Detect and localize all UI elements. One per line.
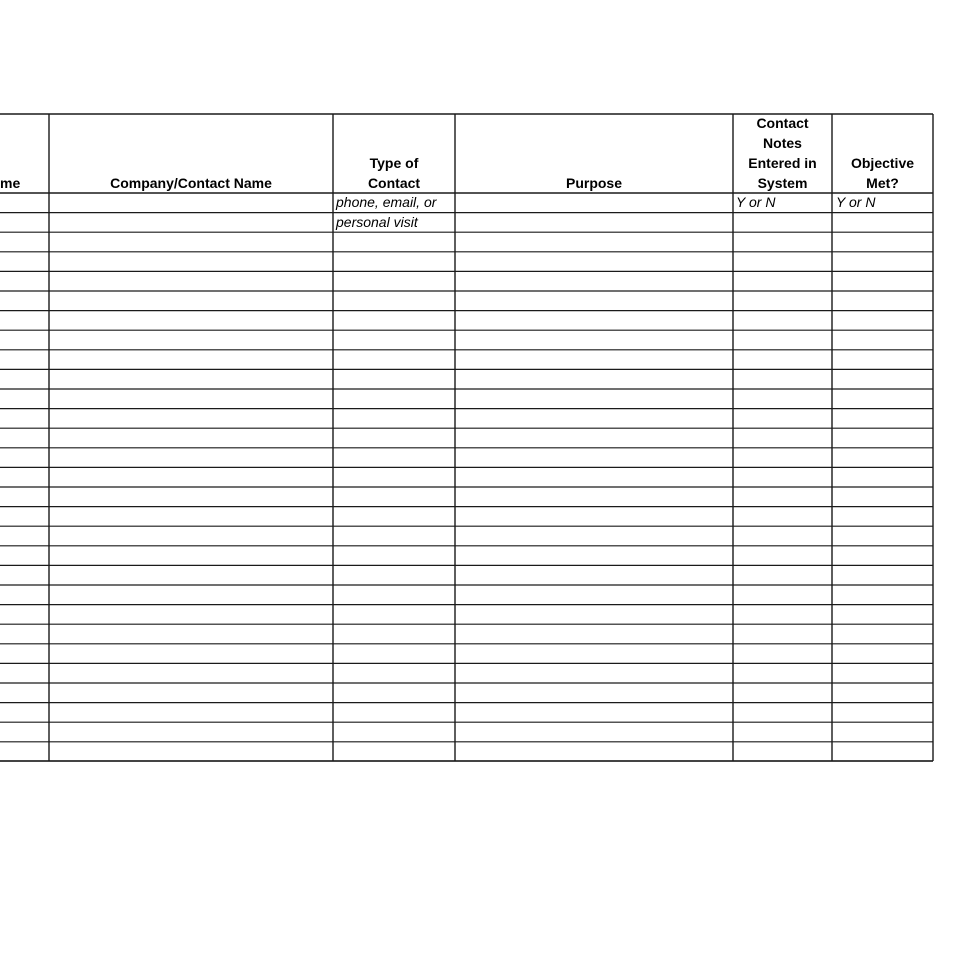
column-header-type-line-1: Type of bbox=[369, 155, 419, 171]
column-header-contact-notes bbox=[733, 113, 832, 193]
column-header-notes-line-4: System bbox=[757, 175, 808, 191]
type-of-contact-hint-line-2: personal visit bbox=[336, 214, 418, 230]
column-header-type-of-contact bbox=[333, 153, 455, 193]
column-header-purpose-line-1: Purpose bbox=[565, 175, 622, 191]
column-header-objective-line-1: Objective bbox=[850, 155, 915, 171]
column-header-notes-line-1: Contact bbox=[756, 115, 809, 131]
column-header-company-contact-name bbox=[49, 173, 333, 193]
objective-met-hint: Y or N bbox=[836, 194, 876, 210]
type-of-contact-hint-line-1: phone, email, or bbox=[336, 194, 437, 210]
column-header-purpose bbox=[455, 173, 733, 193]
column-header-notes-line-2: Notes bbox=[763, 135, 802, 151]
column-header-company-line-1: Company/Contact Name bbox=[110, 175, 272, 191]
column-header-name bbox=[0, 173, 22, 193]
column-header-notes-line-3: Entered in bbox=[748, 155, 817, 171]
column-header-type-line-2: Contact bbox=[367, 175, 421, 191]
notes-entered-hint: Y or N bbox=[736, 194, 776, 210]
column-header-objective-line-2: Met? bbox=[866, 175, 899, 191]
column-header-objective-met bbox=[832, 153, 933, 193]
column-header-name-line-1: me bbox=[0, 175, 21, 191]
